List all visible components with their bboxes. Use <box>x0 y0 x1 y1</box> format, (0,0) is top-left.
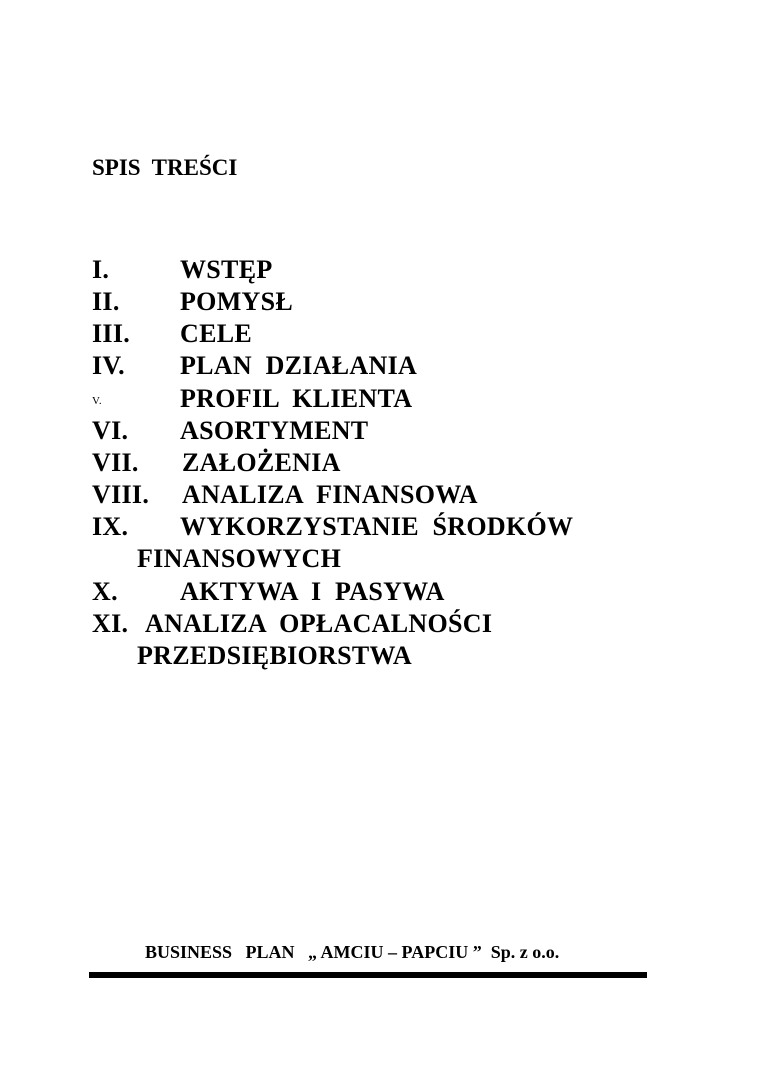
toc-entry-asortyment <box>0 416 760 448</box>
footer-text: BUSINESS PLAN „ AMCIU – PAPCIU ” Sp. z o.o. <box>145 942 560 962</box>
toc-entry-cele <box>0 319 760 351</box>
toc-title: ANALIZA FINANSOWA <box>182 480 478 509</box>
toc-entry-analiza-oplacalnosci-cont <box>0 641 760 673</box>
footer-divider <box>89 972 647 978</box>
toc-number: V. <box>92 395 102 407</box>
toc-title: PRZEDSIĘBIORSTWA <box>137 641 412 670</box>
toc-entry-wykorzystanie-srodkow <box>0 512 760 544</box>
toc-title: ASORTYMENT <box>180 416 369 445</box>
toc-title: PLAN DZIAŁANIA <box>180 351 418 380</box>
toc-entry-profil-klienta <box>0 384 760 416</box>
toc-title: AKTYWA I PASYWA <box>180 577 445 606</box>
toc-number: X. <box>92 577 118 606</box>
toc-title: PROFIL KLIENTA <box>180 384 413 413</box>
toc-title: WSTĘP <box>180 255 273 284</box>
toc-title: WYKORZYSTANIE ŚRODKÓW <box>180 512 574 541</box>
toc-number: VIII. <box>92 480 150 509</box>
toc-title: FINANSOWYCH <box>137 544 342 573</box>
toc-entry-wykorzystanie-srodkow-cont <box>0 544 760 576</box>
toc-entry-analiza-finansowa <box>0 480 760 512</box>
toc-title: POMYSŁ <box>180 287 294 316</box>
toc-entry-aktywa-i-pasywa <box>0 577 760 609</box>
toc-number: II. <box>92 287 120 316</box>
page-title: SPIS TREŚCI <box>92 155 238 180</box>
toc-entry-pomysl <box>0 287 760 319</box>
toc-number: IX. <box>92 512 129 541</box>
toc-number: IV. <box>92 351 125 380</box>
toc-number: XI. <box>92 609 129 638</box>
toc-entry-analiza-oplacalnosci <box>0 609 760 641</box>
toc-title: ANALIZA OPŁACALNOŚCI <box>145 609 493 638</box>
toc-number: VII. <box>92 448 139 477</box>
toc-title: CELE <box>180 319 253 348</box>
toc-number: III. <box>92 319 131 348</box>
toc-number: VI. <box>92 416 129 445</box>
toc-entry-plan-dzialania <box>0 351 760 383</box>
toc-number: I. <box>92 255 110 284</box>
toc-entry-wstep <box>0 255 760 287</box>
toc-entry-zalozenia <box>0 448 760 480</box>
toc-title: ZAŁOŻENIA <box>182 448 341 477</box>
